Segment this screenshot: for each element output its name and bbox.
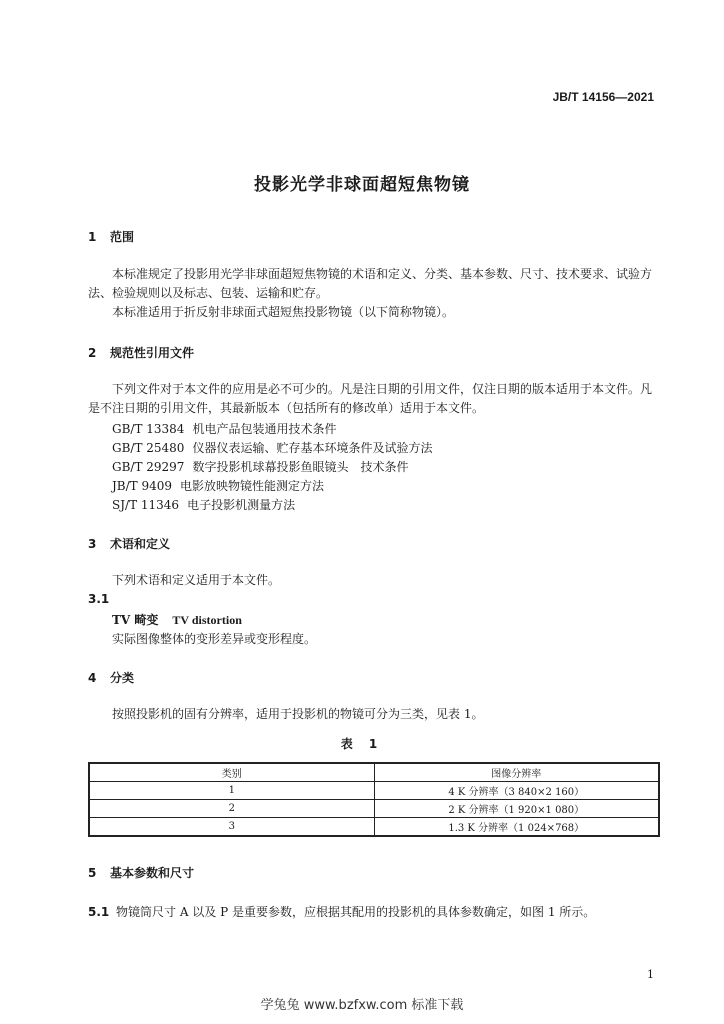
section-title: 术语和定义	[110, 537, 171, 551]
table-caption: 表 1	[340, 737, 384, 751]
section-number: 3	[88, 537, 97, 551]
reference-item	[112, 458, 408, 475]
clause-text: 物镜筒尺寸 A 以及 P 是重要参数，应根据其配用的投影机的具体参数确定，如图 1 所示。	[116, 905, 596, 919]
section-4-paragraph-1: 按照投影机的固有分辨率，适用于投影机的物镜可分为三类，见表 1。	[112, 707, 484, 721]
resolution-table	[88, 762, 660, 837]
section-3-heading	[88, 535, 170, 552]
reference-code: GB/T 29297	[112, 460, 185, 474]
section-title: 基本参数和尺寸	[110, 866, 195, 880]
table-header-cell: 类别	[89, 763, 374, 782]
reference-code: SJ/T 11346	[112, 498, 180, 512]
reference-item	[112, 439, 432, 456]
section-number: 1	[88, 230, 97, 244]
section-4-heading	[88, 669, 134, 686]
term-entry	[112, 611, 242, 628]
section-title: 规范性引用文件	[110, 346, 195, 360]
table-cell: 1.3 K 分辨率（1 024×768）	[374, 818, 659, 837]
reference-item	[112, 420, 336, 437]
reference-item	[112, 477, 324, 494]
section-title: 范围	[110, 230, 135, 244]
clause-number: 5.1	[88, 905, 110, 919]
reference-code: GB/T 25480	[112, 441, 185, 455]
reference-code: JB/T 9409	[112, 479, 173, 493]
term-english: TV distortion	[172, 613, 242, 627]
clause-5-1	[88, 903, 660, 922]
table-cell: 4 K 分辨率（3 840×2 160）	[374, 782, 659, 800]
document-title: 投影光学非球面超短焦物镜	[254, 175, 470, 195]
section-2-paragraph-1: 下列文件对于本文件的应用是必不可少的。凡是注日期的引用文件，仅注日期的版本适用于本文件。凡是不注日期的引用文件，其最新版本（包括所有的修改单）适用于本文件。	[88, 382, 653, 415]
table-cell: 3	[89, 818, 374, 837]
standard-code: JB/T 14156—2021	[552, 90, 654, 104]
page-number: 1	[647, 968, 654, 981]
section-3-paragraph-1: 下列术语和定义适用于本文件。	[112, 573, 281, 587]
term-definition: 实际图像整体的变形差异或变形程度。	[112, 632, 317, 646]
section-1-paragraph-1: 本标准规定了投影用光学非球面超短焦物镜的术语和定义、分类、基本参数、尺寸、技术要求、试验方法、检验规则以及标志、包装、运输和贮存。	[88, 267, 653, 300]
reference-title: 仪器仪表运输、贮存基本环境条件及试验方法	[192, 441, 433, 455]
section-number: 5	[88, 866, 97, 880]
section-2-heading	[88, 344, 194, 361]
table-cell: 1	[89, 782, 374, 800]
section-number: 4	[88, 671, 97, 685]
reference-title: 数字投影机球幕投影鱼眼镜头 技术条件	[192, 460, 409, 474]
table-cell: 2 K 分辨率（1 920×1 080）	[374, 800, 659, 818]
reference-item	[112, 496, 295, 513]
section-number: 2	[88, 346, 97, 360]
table-row	[89, 800, 659, 818]
footer-watermark: 学兔兔 www.bzfxw.com 标准下载	[260, 998, 464, 1013]
table-cell: 2	[89, 800, 374, 818]
table-header-cell: 图像分辨率	[374, 763, 659, 782]
reference-title: 电影放映物镜性能测定方法	[180, 479, 325, 493]
section-1-paragraph-2: 本标准适用于折反射非球面式超短焦投影物镜（以下简称物镜）。	[112, 305, 455, 319]
reference-title: 电子投影机测量方法	[187, 498, 296, 512]
table-row	[89, 782, 659, 800]
section-title: 分类	[110, 671, 135, 685]
clause-number: 3.1	[88, 592, 110, 606]
table-row	[89, 818, 659, 837]
section-1-heading	[88, 228, 134, 245]
table-header-row	[89, 763, 659, 782]
term-chinese: TV 畸变	[112, 613, 159, 627]
reference-code: GB/T 13384	[112, 422, 185, 436]
reference-title: 机电产品包装通用技术条件	[192, 422, 337, 436]
section-5-heading	[88, 864, 194, 881]
